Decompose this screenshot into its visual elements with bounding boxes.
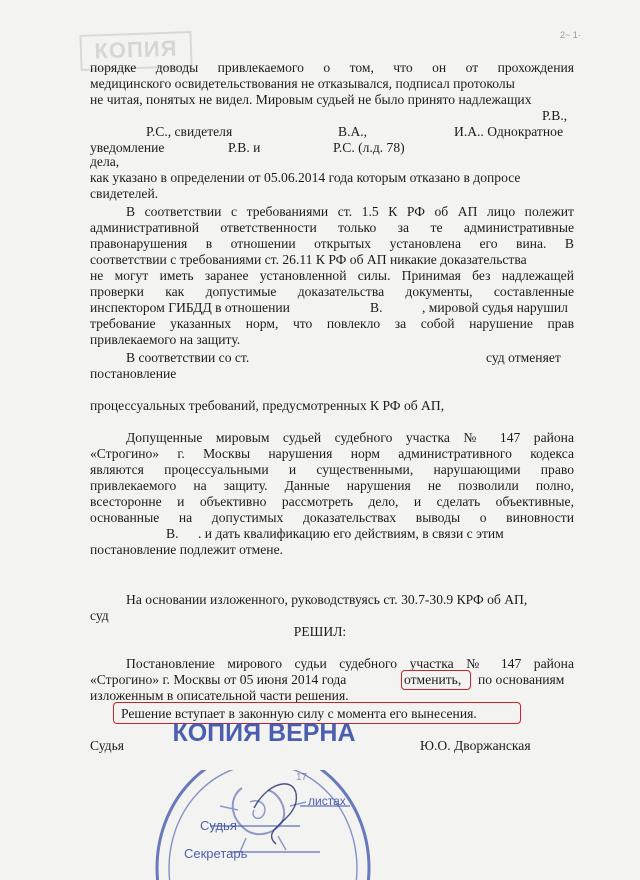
text-line: Р.С., свидетеля [146, 124, 233, 139]
text-line: не могут иметь заранее установленной силы. Принимая без надлежащей [90, 268, 574, 283]
text-line: Р.С. (л.д. 78) [333, 140, 405, 155]
text-line: В.А., [338, 124, 368, 139]
text-line: по основаниям [478, 672, 565, 687]
text-line: как указано в определении от 05.06.2014 года которым отказано в допросе [90, 170, 521, 185]
text-line: проверки как допустимые доказательства документы, составленные [90, 284, 574, 299]
text-line: В. [166, 526, 179, 541]
stamp-judge-label: Судья [200, 818, 237, 833]
text-line: Допущенные мировым судьей судебного участка № 147 района [126, 430, 574, 445]
text-line: свидетелей. [90, 186, 159, 201]
text-line: постановление подлежит отмене. [90, 542, 284, 557]
text-line: суд отменяет [486, 350, 561, 365]
text-line: дела, [90, 154, 120, 169]
text-line: не читая, понятых не видел. Мировым судьей не было принято надлежащих [90, 92, 532, 107]
red-highlight-box [401, 670, 471, 690]
faded-copy-stamp: КОПИЯ [79, 31, 192, 71]
text-line: являются процессуальными и существенными, нарушающими право [90, 462, 574, 477]
stamp-title: КОПИЯ ВЕРНА [172, 719, 356, 747]
text-line: , мировой судья нарушил [422, 300, 568, 315]
text-line: . и дать квалификацию его действиям, в связи с этим [198, 526, 504, 541]
text-line: привлекаемого на защиту. Данные нарушения не позволили полно, [90, 478, 574, 493]
text-line: процессуальных требований, предусмотренных К РФ об АП, [90, 398, 445, 413]
judge-name: Ю.О. Дворжанская [420, 738, 531, 753]
text-line: изложенным в описательной части решения. [90, 688, 349, 703]
text-line: «Строгино» г. Москвы от 05 июня 2014 года [90, 672, 347, 687]
text-line: требование указанных норм, что повлекло за собой нарушение прав [90, 316, 574, 331]
highlighted-word: отменить, [404, 672, 462, 687]
text-line: «Строгино» г. Москвы нарушения норм административного кодекса [90, 446, 574, 461]
text-line: основанные на допустимых доказательствах выводы о виновности [90, 510, 574, 525]
stamp-number: 17 [296, 772, 308, 783]
decision-heading: РЕШИЛ: [293, 624, 347, 639]
text-line: И.А.. Однократное [454, 124, 564, 139]
text-line: суд [90, 608, 109, 623]
text-line: В соответствии со ст. [126, 350, 250, 365]
stamp-sheets-label: листах [308, 794, 346, 808]
text-line: уведомление [90, 140, 165, 155]
judge-label: Судья [90, 738, 125, 753]
text-line: административной ответственности только за те административные [90, 220, 574, 235]
page-corner-mark: 2~ 1· [560, 30, 581, 40]
text-line: В. [370, 300, 383, 315]
text-line: постановление [90, 366, 177, 381]
text-line: соответствии с требованиями ст. 26.11 К РФ об АП никакие доказательства [90, 252, 527, 267]
text-line: На основании изложенного, руководствуясь ст. 30.7-30.9 КРФ об АП, [126, 592, 528, 607]
text-line: всесторонне и объективно рассмотреть дело, и сделать объективные, [90, 494, 574, 509]
effective-date-line: Решение вступает в законную силу с момента его вынесения. [121, 706, 477, 721]
stamp-secretary-label: Секретарь [184, 846, 248, 861]
text-line: инспектором ГИБДД в отношении [90, 300, 290, 315]
text-line: медицинского освидетельствования не отказывался, подписал протоколы [90, 76, 515, 91]
text-line: В соответствии с требованиями ст. 1.5 К РФ об АП лицо полежит [126, 204, 574, 219]
text-line: Постановление мирового судьи судебного участка № 147 района [126, 656, 574, 671]
text-line: правонарушения в отношении открытых установлена его вина. В [90, 236, 574, 251]
text-line: Р.В. и [228, 140, 261, 155]
text-line: Р.В., [542, 108, 568, 123]
text-line: порядке доводы привлекаемого о том, что он от прохождения [90, 60, 574, 75]
text-line: привлекаемого на защиту. [90, 332, 241, 347]
